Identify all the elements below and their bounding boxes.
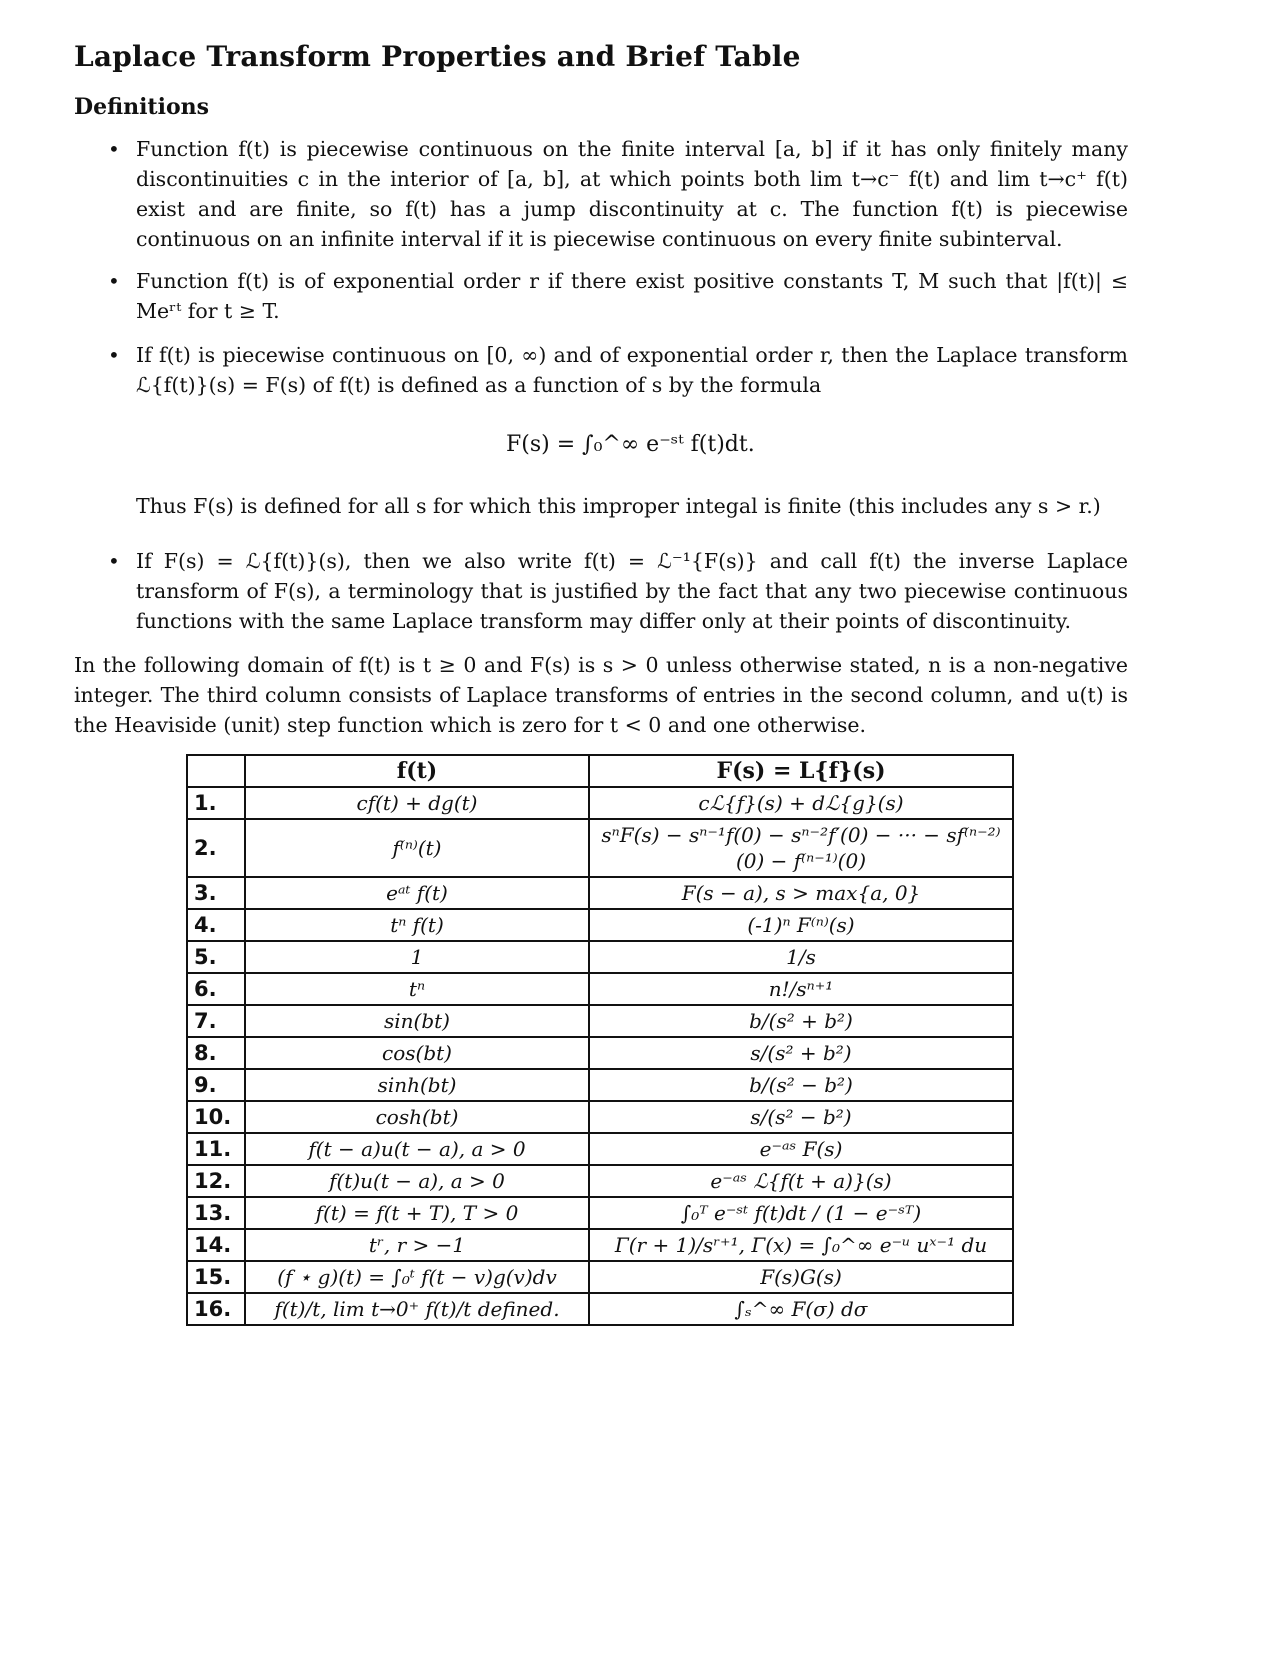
row-number: 15. xyxy=(187,1261,245,1293)
table-intro: In the following domain of f(t) is t ≥ 0 and F(s) is s > 0 unless otherwise stated, n is a non-negative integer. The third column consists of Laplace transforms of entries in the second column, and u(t) is the Heaviside (unit) step function which is zero for t < 0 and one otherwise. xyxy=(74,653,1128,737)
row-ft: sin(bt) xyxy=(245,1005,589,1037)
bullet-dot: • xyxy=(108,269,120,293)
formula-note: Thus F(s) is defined for all s for which this improper integal is finite (this includes any s > r.) xyxy=(136,494,1101,518)
row-fs: cℒ{f}(s) + dℒ{g}(s) xyxy=(589,787,1013,819)
row-number: 6. xyxy=(187,973,245,1005)
row-number: 11. xyxy=(187,1133,245,1165)
definition-laplace-transform xyxy=(108,340,1128,400)
header-fs: F(s) = L{f}(s) xyxy=(589,755,1013,787)
row-ft: 1 xyxy=(245,941,589,973)
row-ft: cf(t) + dg(t) xyxy=(245,787,589,819)
row-fs: (-1)ⁿ F⁽ⁿ⁾(s) xyxy=(589,909,1013,941)
row-number: 9. xyxy=(187,1069,245,1101)
row-number: 16. xyxy=(187,1293,245,1325)
row-number: 13. xyxy=(187,1197,245,1229)
definition-inverse-laplace xyxy=(108,546,1128,636)
definition-exponential-order xyxy=(108,266,1128,326)
row-fs: F(s)G(s) xyxy=(589,1261,1013,1293)
row-number: 14. xyxy=(187,1229,245,1261)
row-fs: sⁿF(s) − sⁿ⁻¹f(0) − sⁿ⁻²f′(0) − ··· − sf⁽ⁿ⁻²⁾(0) − f⁽ⁿ⁻¹⁾(0) xyxy=(589,819,1013,877)
table-row xyxy=(187,1197,1013,1229)
row-number: 8. xyxy=(187,1037,245,1069)
row-fs: s/(s² − b²) xyxy=(589,1101,1013,1133)
row-ft: cos(bt) xyxy=(245,1037,589,1069)
laplace-formula: F(s) = ∫₀^∞ e⁻ˢᵗ f(t)dt. xyxy=(506,432,755,457)
row-ft: tⁿ xyxy=(245,973,589,1005)
laplace-table xyxy=(186,754,1014,1326)
table-row xyxy=(187,973,1013,1005)
table-row xyxy=(187,1293,1013,1325)
row-fs: e⁻ᵃˢ ℒ{f(t + a)}(s) xyxy=(589,1165,1013,1197)
table-row xyxy=(187,1229,1013,1261)
row-ft: tⁿ f(t) xyxy=(245,909,589,941)
row-ft: f(t)/t, lim t→0⁺ f(t)/t defined. xyxy=(245,1293,589,1325)
row-ft: (f ⋆ g)(t) = ∫₀ᵗ f(t − v)g(v)dv xyxy=(245,1261,589,1293)
row-ft: f⁽ⁿ⁾(t) xyxy=(245,819,589,877)
row-ft: f(t)u(t − a), a > 0 xyxy=(245,1165,589,1197)
row-ft: tʳ, r > −1 xyxy=(245,1229,589,1261)
row-number: 3. xyxy=(187,877,245,909)
table-row xyxy=(187,877,1013,909)
header-ft: f(t) xyxy=(245,755,589,787)
row-fs: ∫₀ᵀ e⁻ˢᵗ f(t)dt / (1 − e⁻ˢᵀ) xyxy=(589,1197,1013,1229)
document-title: Laplace Transform Properties and Brief Table xyxy=(74,40,801,73)
table-header-row xyxy=(187,755,1013,787)
row-ft: eᵃᵗ f(t) xyxy=(245,877,589,909)
table-row xyxy=(187,1037,1013,1069)
row-number: 5. xyxy=(187,941,245,973)
row-fs: n!/sⁿ⁺¹ xyxy=(589,973,1013,1005)
table-row xyxy=(187,819,1013,877)
row-ft: sinh(bt) xyxy=(245,1069,589,1101)
bullet-dot: • xyxy=(108,549,120,573)
row-number: 7. xyxy=(187,1005,245,1037)
row-fs: 1/s xyxy=(589,941,1013,973)
row-fs: F(s − a), s > max{a, 0} xyxy=(589,877,1013,909)
bullet-text: Function f(t) is piecewise continuous on the finite interval [a, b] if it has only finitely many discontinuities c in the interior of [a, b], at which points both lim t→c⁻ f(t) and lim t→c⁺ f(t) exist and are finite, so f(t) has a jump discontinuity at c. The function f(t) is piecewise continuous on an infinite interval if it is piecewise continuous on every finite subinterval. xyxy=(136,137,1128,251)
row-number: 1. xyxy=(187,787,245,819)
row-ft: f(t) = f(t + T), T > 0 xyxy=(245,1197,589,1229)
row-number: 2. xyxy=(187,819,245,877)
table-row xyxy=(187,1261,1013,1293)
row-number: 10. xyxy=(187,1101,245,1133)
bullet-text: If F(s) = ℒ{f(t)}(s), then we also write f(t) = ℒ⁻¹{F(s)} and call f(t) the inverse Laplace transform of F(s), a terminology that is justified by the fact that any two piecewise continuous functions with the same Laplace transform may differ only at their points of discontinuity. xyxy=(136,549,1128,633)
row-number: 12. xyxy=(187,1165,245,1197)
row-ft: cosh(bt) xyxy=(245,1101,589,1133)
table-row xyxy=(187,1165,1013,1197)
bullet-dot: • xyxy=(108,137,120,161)
row-fs: s/(s² + b²) xyxy=(589,1037,1013,1069)
row-fs: e⁻ᵃˢ F(s) xyxy=(589,1133,1013,1165)
definition-piecewise-continuous xyxy=(108,134,1128,254)
header-number xyxy=(187,755,245,787)
definitions-heading: Definitions xyxy=(74,94,209,120)
table-row xyxy=(187,1005,1013,1037)
row-fs: Γ(r + 1)/sʳ⁺¹, Γ(x) = ∫₀^∞ e⁻ᵘ uˣ⁻¹ du xyxy=(589,1229,1013,1261)
bullet-text: Function f(t) is of exponential order r if there exist positive constants T, M such that |f(t)| ≤ Meʳᵗ for t ≥ T. xyxy=(136,269,1128,323)
table-row xyxy=(187,1133,1013,1165)
row-fs: b/(s² − b²) xyxy=(589,1069,1013,1101)
row-ft: f(t − a)u(t − a), a > 0 xyxy=(245,1133,589,1165)
row-fs: ∫ₛ^∞ F(σ) dσ xyxy=(589,1293,1013,1325)
row-fs: b/(s² + b²) xyxy=(589,1005,1013,1037)
table-row xyxy=(187,1101,1013,1133)
table-row xyxy=(187,941,1013,973)
table-row xyxy=(187,909,1013,941)
bullet-text: If f(t) is piecewise continuous on [0, ∞) and of exponential order r, then the Laplace transform ℒ{f(t)}(s) = F(s) of f(t) is defined as a function of s by the formula xyxy=(136,343,1128,397)
row-number: 4. xyxy=(187,909,245,941)
table-row xyxy=(187,1069,1013,1101)
table-row xyxy=(187,787,1013,819)
bullet-dot: • xyxy=(108,343,120,367)
